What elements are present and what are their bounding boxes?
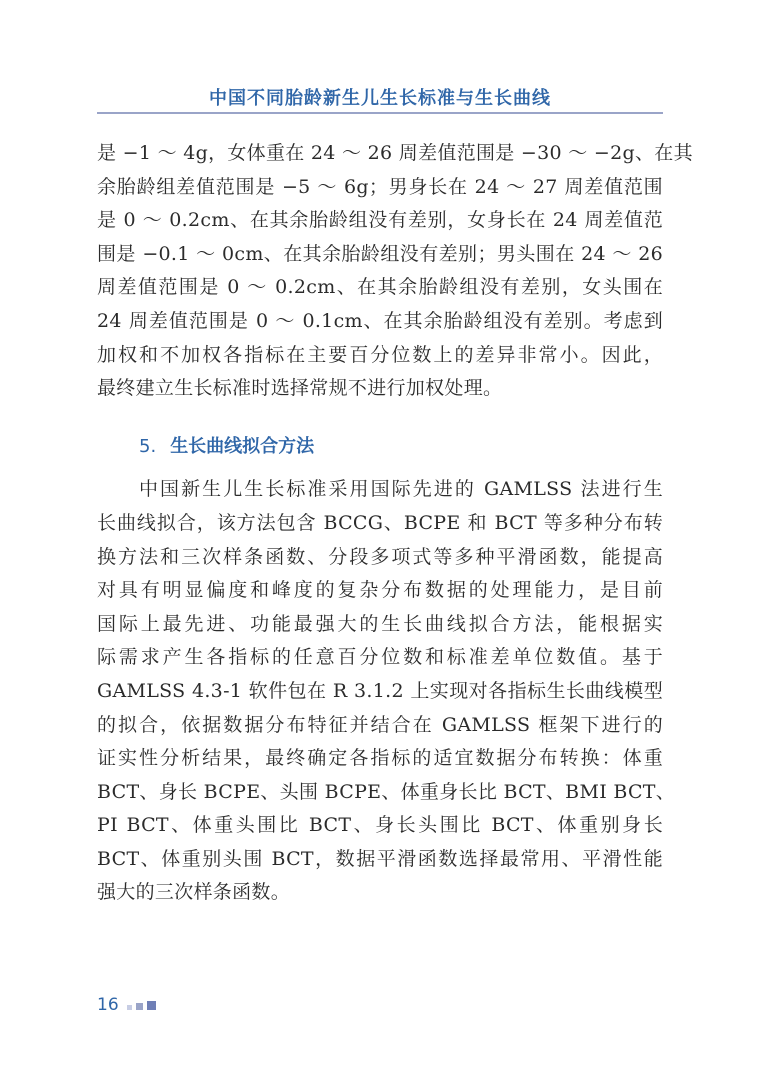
text-line: 证实性分析结果，最终确定各指标的适宜数据分布转换：体重 [97,747,663,770]
page-body [97,137,693,910]
section-number: 5. [139,435,157,457]
page-number: 16 [97,995,119,1015]
running-title: 中国不同胎龄新生儿生长标准与生长曲线 [209,88,551,109]
text-line: 围是 −0.1 ～ 0cm、在其余胎龄组没有差别；男头围在 24 ～ 26 [97,242,663,265]
page-footer [97,995,160,1015]
text-line: 的拟合，依据数据分布特征并结合在 GAMLSS 框架下进行的 [97,713,663,736]
text-line: BCT、身长 BCPE、头围 BCPE、体重身长比 BCT、BMI BCT、 [97,780,676,803]
decorative-square-icon [136,1003,143,1010]
text-line: PI BCT、体重头围比 BCT、身长头围比 BCT、体重别身长 [97,814,663,837]
text-line: 加权和不加权各指标在主要百分位数上的差异非常小。因此， [97,343,663,366]
text-line: 国际上最先进、功能最强大的生长曲线拟合方法，能根据实 [97,612,663,635]
text-line: 强大的三次样条函数。 [97,881,291,904]
text-line: BCT、体重别头围 BCT，数据平滑函数选择最常用、平滑性能 [97,847,663,870]
text-line: 对具有明显偏度和峰度的复杂分布数据的处理能力，是目前 [97,579,663,602]
decorative-square-icon [127,1005,132,1010]
header-rule [97,112,663,114]
text-line: 最终建立生长标准时选择常规不进行加权处理。 [97,377,503,400]
text-line: 是 −1 ～ 4g，女体重在 24 ～ 26 周差值范围是 −30 ～ −2g、在其 [97,142,693,164]
text-line: 换方法和三次样条函数、分段多项式等多种平滑函数，能提高 [97,545,663,568]
section-heading [97,430,663,464]
text-line: GAMLSS 4.3-1 软件包在 R 3.1.2 上实现对各指标生长曲线模型 [97,679,663,702]
section-title: 生长曲线拟合方法 [170,435,315,457]
text-line: 24 周差值范围是 0 ～ 0.1cm、在其余胎龄组没有差别。考虑到 [97,309,663,332]
text-line: 余胎龄组差值范围是 −5 ～ 6g；男身长在 24 ～ 27 周差值范围 [97,175,663,198]
text-line: 是 0 ～ 0.2cm、在其余胎龄组没有差别，女身长在 24 周差值范 [97,209,663,232]
paragraph-2 [97,473,676,910]
text-line: 际需求产生各指标的任意百分位数和标准差单位数值。基于 [97,646,663,669]
decorative-square-icon [147,1001,156,1010]
text-line: 中国新生儿生长标准采用国际先进的 GAMLSS 法进行生 [139,478,663,501]
text-line: 周差值范围是 0 ～ 0.2cm、在其余胎龄组没有差别，女头围在 [97,276,663,299]
paragraph-1 [97,137,693,406]
text-line: 长曲线拟合，该方法包含 BCCG、BCPE 和 BCT 等多种分布转 [97,511,663,534]
